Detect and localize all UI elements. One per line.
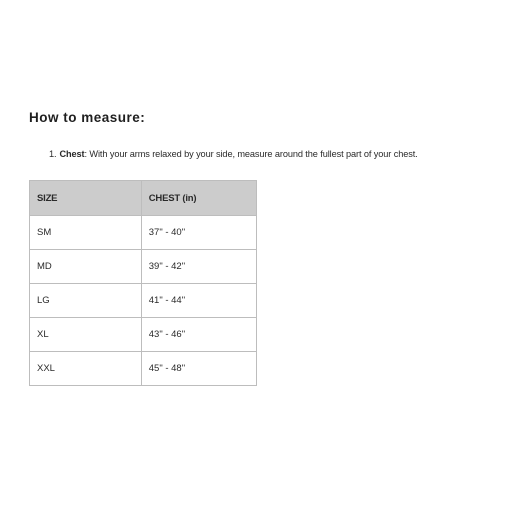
size-cell: LG xyxy=(30,284,142,318)
table-header-row xyxy=(30,181,257,216)
instruction-number: 1. xyxy=(49,149,57,159)
instruction-term: Chest xyxy=(59,149,85,159)
size-chart-table xyxy=(29,180,257,386)
chest-cell: 45" - 48" xyxy=(141,352,256,386)
chest-instruction xyxy=(49,149,418,159)
size-cell: XXL xyxy=(30,352,142,386)
chest-column-header: CHEST (in) xyxy=(141,181,256,216)
table-row xyxy=(30,352,257,386)
page-heading: How to measure: xyxy=(29,110,146,125)
size-cell: MD xyxy=(30,250,142,284)
size-cell: SM xyxy=(30,216,142,250)
instruction-text: : With your arms relaxed by your side, measure around the fullest part of your chest. xyxy=(84,149,418,159)
table-row xyxy=(30,318,257,352)
size-cell: XL xyxy=(30,318,142,352)
chest-cell: 39" - 42" xyxy=(141,250,256,284)
table-row xyxy=(30,216,257,250)
table-row xyxy=(30,250,257,284)
chest-cell: 43" - 46" xyxy=(141,318,256,352)
chest-cell: 41" - 44" xyxy=(141,284,256,318)
chest-cell: 37" - 40" xyxy=(141,216,256,250)
size-column-header: SIZE xyxy=(30,181,142,216)
table-row xyxy=(30,284,257,318)
